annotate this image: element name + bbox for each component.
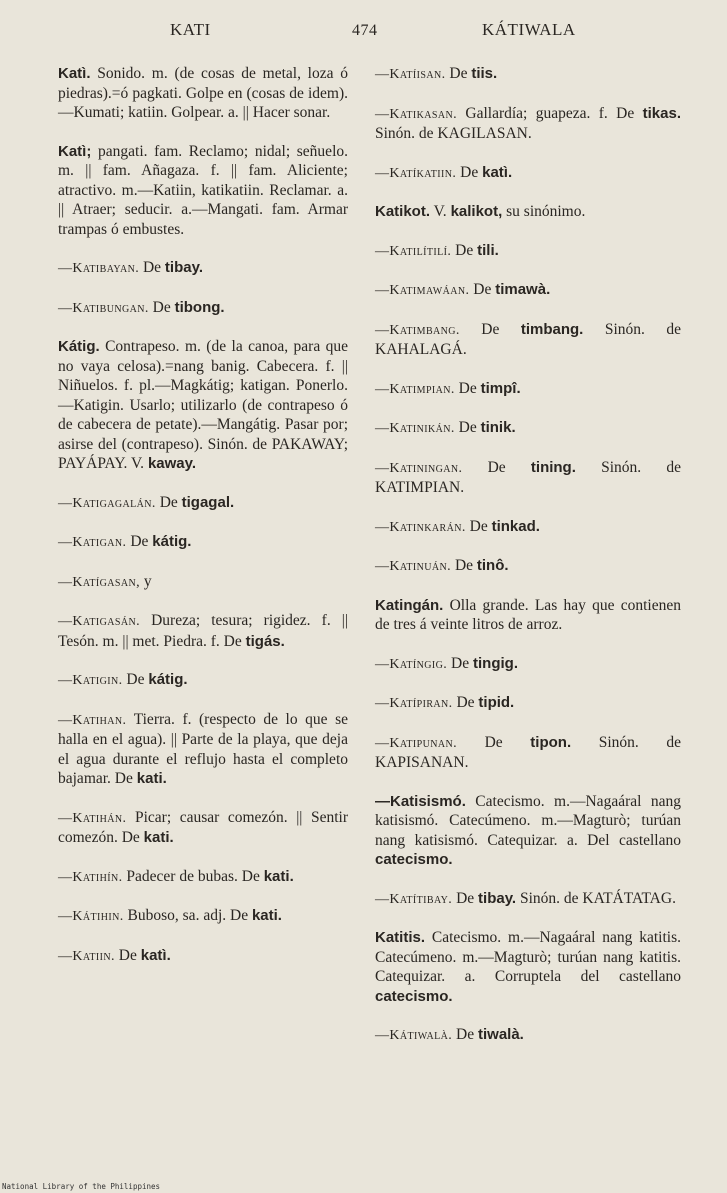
entry-derived-form: —Katiin. [58, 948, 115, 964]
entry-definition: V. [430, 203, 451, 220]
entry-root-reference: kati. [263, 867, 294, 885]
entry-derived-form: —Katinikán. [375, 421, 455, 436]
entry-root-reference: tinkad. [491, 517, 540, 535]
footer-credit: National Library of the Philippines [2, 1182, 161, 1191]
entry-headword: Katingán. [375, 596, 444, 614]
entry-derived-form: —Katimpian. [375, 381, 455, 397]
dictionary-entry [375, 418, 681, 439]
entry-definition: De [454, 419, 481, 436]
dictionary-entry [375, 693, 681, 714]
entry-synonym-note: su sinónimo. [502, 203, 586, 220]
entry-headword: —Katisismó. [375, 792, 466, 810]
entry-definition: De [452, 694, 479, 711]
entry-definition: De [452, 889, 479, 907]
dictionary-entry [375, 928, 681, 1006]
entry-definition: De [454, 379, 481, 397]
entry-derived-form: —Kátihin. [58, 909, 124, 924]
entry-root-reference: tiis. [471, 65, 498, 82]
entry-definition: Olla grande. Las hay que contienen de tres á veinte litros de arroz. [375, 596, 681, 633]
entry-derived-form: —Katibungan. [58, 300, 149, 316]
entry-definition: De [114, 946, 141, 964]
dictionary-entry [375, 517, 681, 538]
entry-definition: Buboso, sa. adj. De [123, 907, 252, 924]
entry-derived-form: —Kátiwalà. [375, 1028, 453, 1043]
entry-definition: y [140, 572, 152, 590]
entry-root-reference: tili. [477, 241, 499, 259]
entry-root-reference: tigás. [245, 632, 285, 650]
entry-headword: Katitis. [375, 929, 426, 946]
entry-root-reference: timbang. [520, 320, 584, 338]
dictionary-entry [58, 867, 348, 888]
entry-derived-form: —Katilítilí. [375, 243, 452, 259]
entry-headword: Kátig. [58, 338, 100, 355]
entry-derived-form: —Katihan. [58, 712, 127, 728]
entry-headword: Katì. [58, 65, 91, 82]
dictionary-entry [58, 493, 348, 514]
dictionary-entry [375, 1025, 681, 1046]
entry-derived-form: —Katigan. [58, 535, 127, 550]
entry-definition: De [452, 1026, 478, 1043]
entry-synonym-note: Sinón. de KAHALAGÁ. [375, 320, 681, 358]
entry-definition: Catecismo. m.—Nagaáral nang katisismó. Catecúmeno. m.—Magturò; turúan nang katisismó. Catequizar. a. Del castellano [375, 792, 681, 849]
entry-definition: De [451, 557, 477, 574]
dictionary-entry [375, 104, 681, 144]
entry-synonym-note: Sinón. de KATÁTATAG. [516, 889, 676, 907]
entry-root-reference: tinik. [480, 419, 516, 436]
entry-derived-form: —Katiningan. [375, 460, 463, 476]
dictionary-entry [58, 611, 348, 651]
entry-headword: Katikot. [375, 203, 431, 220]
entry-definition: Tierra. f. (respecto de lo que se halla en el agua). || Parte de la playa, que deja el agua durante el reflujo hasta el completo bajamar. De [58, 710, 348, 787]
entry-definition: Gallardía; guapeza. f. De [457, 104, 643, 122]
entry-derived-form: —Katihín. [58, 869, 123, 885]
entry-synonym-note: Sinón. de KAPISANAN. [375, 733, 682, 771]
entry-root-reference: tingig. [473, 654, 518, 672]
entry-root-reference: tibong. [174, 298, 225, 316]
dictionary-entry [375, 458, 681, 498]
entry-root-reference: kati. [136, 770, 167, 787]
dictionary-entry [375, 556, 681, 577]
dictionary-entry [58, 670, 348, 691]
dictionary-entry [58, 298, 348, 319]
dictionary-entry [58, 572, 348, 593]
entry-derived-form: —Katimbang. [375, 322, 460, 338]
entry-definition: De [155, 493, 182, 511]
entry-derived-form: —Katigin. [58, 673, 123, 688]
entry-derived-form: —Katinuán. [375, 559, 452, 574]
entry-root-reference: catecismo. [375, 851, 453, 868]
entry-definition: Contrapeso. m. (de la canoa, para que no vaya celosa).=nang banig. Cabecera. f. || Niñuelos. f. pl.—Magkátig; katigan. Ponerlo. —Katigin. Usarlo; utilizarlo (de contrapeso ó de cabecera de petate).—Mangátig. Pasar por; asirse del (contrapeso). Sinón. de PAKAWAY; PAYÁPAY. V. [58, 338, 348, 472]
entry-definition: pangati. fam. Reclamo; nidal; señuelo. m. || fam. Añagaza. f. || fam. Aliciente; atractivo. m.—Katiin, katikatiin. Reclamar. a. || Atraer; seducir. a.—Mangati. fam. Armar trampas ó embustes. [58, 142, 348, 238]
entry-root-reference: timawà. [495, 281, 551, 298]
entry-definition: De [451, 241, 478, 259]
dictionary-entry [58, 64, 348, 123]
entry-synonym-note: Sinón. de KATIMPIAN. [375, 458, 682, 496]
dictionary-entry [375, 280, 681, 301]
entry-root-reference: kátig. [148, 671, 188, 688]
entry-root-reference: kati. [251, 907, 282, 924]
entry-root-reference: tikas. [642, 104, 681, 122]
entry-root-reference: tiwalà. [477, 1026, 524, 1043]
entry-derived-form: —Katigasán. [58, 614, 141, 629]
entry-root-reference: katì. [482, 163, 513, 181]
entry-derived-form: —Katipunan. [375, 735, 458, 751]
dictionary-entry [58, 337, 348, 474]
entry-root-reference: timpî. [480, 379, 521, 397]
dictionary-entry [375, 654, 681, 675]
entry-definition: Padecer de bubas. De [122, 867, 264, 885]
entry-derived-form: —Katihán. [58, 810, 127, 826]
dictionary-entry [375, 379, 681, 400]
entry-root-reference: catecismo. [375, 987, 453, 1005]
entry-derived-form: —Katípiran. [375, 696, 453, 711]
entry-definition: De [459, 320, 521, 338]
dictionary-entry [375, 733, 681, 773]
entry-definition: De [126, 533, 153, 550]
dictionary-entry [58, 258, 348, 279]
entry-root-reference: katì. [140, 946, 171, 964]
entry-headword: Katì; [58, 142, 92, 160]
entry-root-reference: tinô. [476, 557, 509, 574]
entry-root-reference: tibay. [478, 889, 517, 907]
entry-definition: De [469, 281, 496, 298]
dictionary-entry [375, 241, 681, 262]
entry-derived-form: —Katinkarán. [375, 519, 466, 535]
entry-root-reference: tipon. [530, 733, 572, 751]
entry-derived-form: —Katigagalán. [58, 495, 156, 511]
entry-derived-form: —Katíisan. [375, 67, 446, 82]
entry-root-reference: kalikot, [450, 203, 503, 220]
header-left-guideword: KATI [170, 20, 211, 39]
entry-definition: De [456, 163, 483, 181]
dictionary-entry [375, 792, 681, 870]
dictionary-entry [375, 320, 681, 360]
right-column [375, 64, 681, 1065]
dictionary-entry [58, 808, 348, 848]
entry-root-reference: tining. [530, 458, 576, 476]
entry-derived-form: —Katígasan, [58, 574, 141, 590]
entry-root-reference: kati. [143, 829, 174, 846]
entry-definition: De [139, 259, 165, 276]
entry-definition: Picar; causar comezón. || Sentir comezón. De [58, 808, 348, 846]
entry-definition: De [445, 65, 472, 82]
entry-root-reference: tibay. [164, 259, 203, 276]
dictionary-entry [375, 889, 681, 910]
dictionary-entry [58, 946, 348, 967]
entry-derived-form: —Katítibay. [375, 891, 453, 907]
dictionary-entry [58, 532, 348, 553]
dictionary-entry [375, 202, 681, 222]
entry-definition: Dureza; tesura; rigidez. f. || Tesón. m. || met. Piedra. f. De [58, 612, 348, 650]
entry-definition: Catecismo. m.—Nagaáral nang katitis. Catecúmeno. m.—Magturò; turúan nang katitis. Catequizar. a. Corruptela del castellano [375, 929, 681, 985]
entry-derived-form: —Katíkatiin. [375, 165, 457, 181]
entry-derived-form: —Katikasan. [375, 106, 458, 122]
entry-root-reference: kaway. [147, 455, 197, 472]
entry-definition: De [148, 298, 175, 316]
page-header [50, 20, 677, 44]
entry-definition: Sonido. m. (de cosas de metal, loza ó piedras).=ó pagkati. Golpe en (cosas de idem).—Kumati; katiin. Golpear. a. || Hacer sonar. [58, 65, 348, 121]
entry-derived-form: —Katimawáan. [375, 283, 470, 298]
dictionary-entry [375, 64, 681, 85]
entry-definition: De [457, 733, 531, 751]
dictionary-entry [375, 163, 681, 184]
entry-root-reference: kátig. [152, 533, 192, 550]
entry-derived-form: —Katibayan. [58, 261, 140, 276]
page-number: 474 [352, 22, 378, 39]
dictionary-entry [58, 906, 348, 927]
entry-definition: De [447, 654, 473, 672]
dictionary-entry [375, 596, 681, 635]
entry-definition: De [465, 517, 492, 535]
entry-definition: De [462, 458, 531, 476]
header-right-guideword: KÁTIWALA [482, 20, 576, 39]
entry-root-reference: tipid. [478, 694, 515, 711]
entry-definition: De [122, 671, 149, 688]
dictionary-entry [58, 710, 348, 789]
dictionary-entry [58, 142, 348, 240]
left-column [58, 64, 348, 985]
entry-derived-form: —Katíngig. [375, 656, 448, 672]
entry-root-reference: tigagal. [181, 493, 235, 511]
entry-synonym-note: Sinón. de KAGILASAN. [375, 125, 532, 142]
